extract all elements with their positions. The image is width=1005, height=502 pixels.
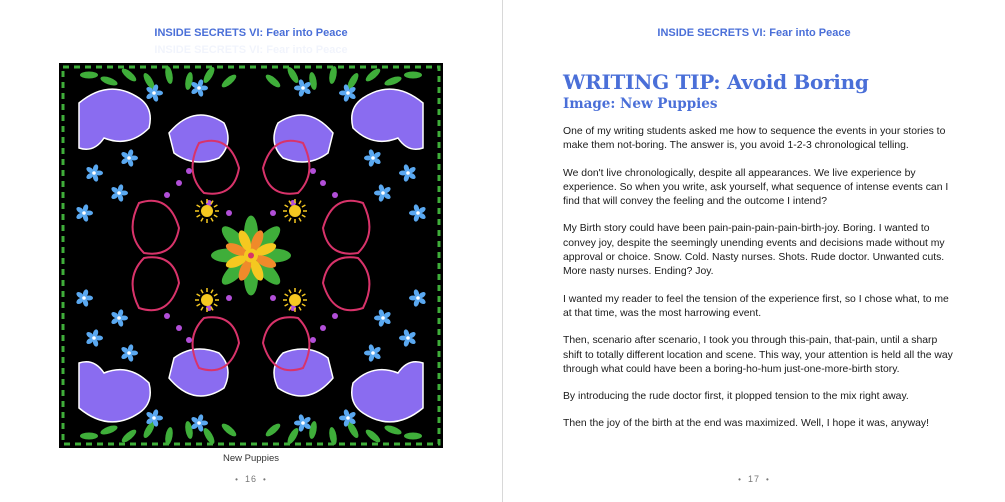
mandala-artwork-icon [59,63,443,448]
paragraph: Then, scenario after scenario, I took you through this-pain, that-pain, until a sharp shift to totally different location and scene. This way, your attention is held all the way through what could have been a boring-ho-hum just-one-more-birth story. [563,335,953,375]
page-number-left [0,474,502,484]
folio-dot: • [738,475,742,484]
paragraph: We don't live chronologically, despite all appearances. We live experience by experience. So when you write, ask yourself, what sequence of intense events can I find that will convey the feeling and the outcome I intend? [563,167,949,208]
paragraph: I wanted my reader to feel the tension of the experience first, so I chose what, to me at that time, was the most harrowing event. [563,293,949,319]
folio-dot: • [263,475,267,484]
paragraph: Then the joy of the birth at the end was maximized. Well, I hope it was, anyway! [563,418,929,430]
folio-dot: • [235,475,239,484]
paragraph: One of my writing students asked me how to sequence the events in your stories to make them not-boring. The answer is, you avoid 1-2-3 chronological telling. [563,126,946,152]
folio-dot: • [766,475,770,484]
running-head-left: INSIDE SECRETS VI: Fear into Peace [154,27,348,39]
left-page [0,0,502,502]
page-number-value: 16 [244,474,257,484]
artwork-image [59,63,443,448]
show-through-text: INSIDE SECRETS VI: Fear into Peace [154,44,348,56]
paragraph: My Birth story could have been pain-pain-pain-pain-birth-joy. Boring. I wanted to convey joy, despite the seemingly unending events and decisions made without my approval or choice. Snow. Cold. Nasty nurses. Shots. Rude doctor. Unwanted cuts. More nasty nurses. Ending? Joy. [563,223,945,278]
body-text [563,125,955,445]
page-number-value: 17 [747,474,760,484]
image-caption: New Puppies [223,453,279,464]
paragraph: By introducing the rude doctor first, it plopped tension to the mix right away. [563,391,909,403]
right-page [503,0,1005,502]
page-number-right [503,474,1005,484]
chapter-subtitle: Image: New Puppies [563,96,718,112]
chapter-title: WRITING TIP: Avoid Boring [563,70,869,94]
running-head-right: INSIDE SECRETS VI: Fear into Peace [657,27,851,39]
